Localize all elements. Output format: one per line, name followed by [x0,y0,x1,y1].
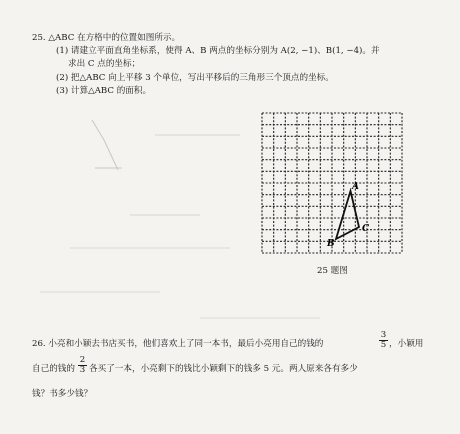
q25-item1-line1: (1) 请建立平面直角坐标系，使得 A、B 两点的坐标分别为 A(2, −1)、B(1, −4)。并 [56,46,380,56]
q26-line2-head: 自己的钱的 [32,364,75,374]
q25-header: 25. △ABC 在方格中的位置如图所示。 [32,33,181,43]
q26-line3: 钱？书多少钱？ [32,389,93,399]
fraction-denominator: 3 [79,365,86,375]
q26-fraction-2-3 [78,356,87,375]
fraction-denominator: 5 [380,340,387,350]
q25-grid-figure [256,107,406,257]
q25-item3: (3) 计算△ABC 的面积。 [56,86,152,96]
q25-figure-caption: 25 题图 [317,266,348,276]
q26-line1-text: 26. 小亮和小颖去书店买书，他们喜欢上了同一本书，最后小亮用自己的钱的 [32,339,324,349]
grid-svg [256,107,406,257]
q26-fraction-3-5 [379,331,388,350]
grid-lines [262,113,402,253]
vertex-label-c: C [362,224,370,234]
q26-line2-text: 各买了一本，小亮剩下的钱比小颖剩下的钱多 5 元。两人原来各有多少 [89,364,358,374]
fraction-numerator: 3 [380,330,387,340]
q25-item2: (2) 把△ABC 向上平移 3 个单位，写出平移后的三角形三个顶点的坐标。 [56,73,334,83]
vertex-label-a: A [352,182,359,192]
vertex-label-b: B [327,239,335,249]
q25-item1-line2: 求出 C 点的坐标； [68,59,141,69]
q26-line1-tail: ，小颖用 [389,339,424,349]
fraction-numerator: 2 [79,355,86,365]
